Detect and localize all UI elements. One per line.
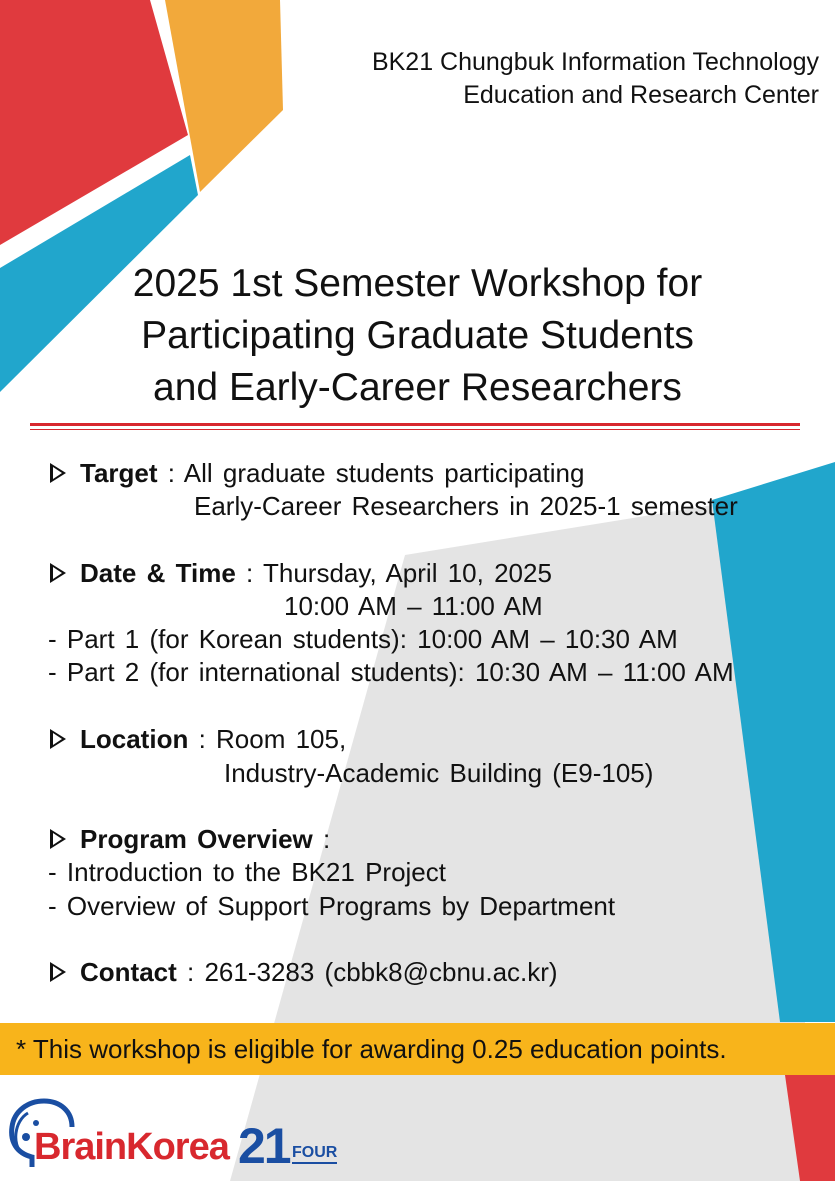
date-part-2: - Part 2 (for international students): 10:30 AM – 11:00 AM <box>48 657 734 687</box>
target-row <box>50 456 584 490</box>
date-label: Date & Time <box>80 558 236 588</box>
organizer-line-1: BK21 Chungbuk Information Technology <box>371 48 819 76</box>
triangle-bullet-icon <box>50 563 66 583</box>
logo-21: 21 <box>238 1118 290 1174</box>
triangle-bullet-icon <box>50 463 66 483</box>
date-sep: : <box>235 558 263 588</box>
program-sep: : <box>312 824 331 854</box>
title-divider <box>30 423 800 426</box>
program-label: Program Overview <box>80 824 313 854</box>
contact-row <box>50 955 558 989</box>
location-row <box>50 722 346 756</box>
target-label: Target <box>80 458 158 488</box>
organizer <box>372 46 819 112</box>
contact-label: Contact <box>80 957 177 987</box>
location-line-2: Industry-Academic Building (E9-105) <box>224 758 654 788</box>
date-line-2: 10:00 AM – 11:00 AM <box>284 591 543 621</box>
title-line-3: and Early-Career Researchers <box>153 366 682 409</box>
target-sep: : <box>157 458 184 488</box>
date-part-1: - Part 1 (for Korean students): 10:00 AM – 10:30 AM <box>48 624 678 654</box>
program-row <box>50 822 330 856</box>
location-sep: : <box>188 724 217 754</box>
triangle-bullet-icon <box>50 729 66 749</box>
program-item-1: - Introduction to the BK21 Project <box>48 857 446 887</box>
contact-sep: : <box>176 957 205 987</box>
organizer-line-2: Education and Research Center <box>463 81 819 109</box>
date-row <box>50 556 552 590</box>
target-line-2: Early-Career Researchers in 2025-1 semester <box>194 491 738 521</box>
triangle-bullet-icon <box>50 829 66 849</box>
page-title <box>0 258 835 414</box>
title-line-2: Participating Graduate Students <box>141 314 694 357</box>
title-divider-thin <box>30 429 800 430</box>
triangle-bullet-icon <box>50 962 66 982</box>
logo-four: FOUR <box>292 1144 337 1164</box>
program-item-2: - Overview of Support Programs by Department <box>48 891 616 921</box>
location-line-1: Room 105, <box>216 724 347 754</box>
notice-banner-text: * This workshop is eligible for awarding 0.25 education points. <box>16 1034 727 1064</box>
location-label: Location <box>80 724 189 754</box>
date-line-1: Thursday, April 10, 2025 <box>263 558 552 588</box>
title-line-1: 2025 1st Semester Workshop for <box>132 262 703 305</box>
target-line-1: All graduate students participating <box>183 458 585 488</box>
contact-value: 261-3283 (cbbk8@cbnu.ac.kr) <box>204 957 558 987</box>
logo-brainkorea: BrainKorea <box>34 1126 229 1168</box>
